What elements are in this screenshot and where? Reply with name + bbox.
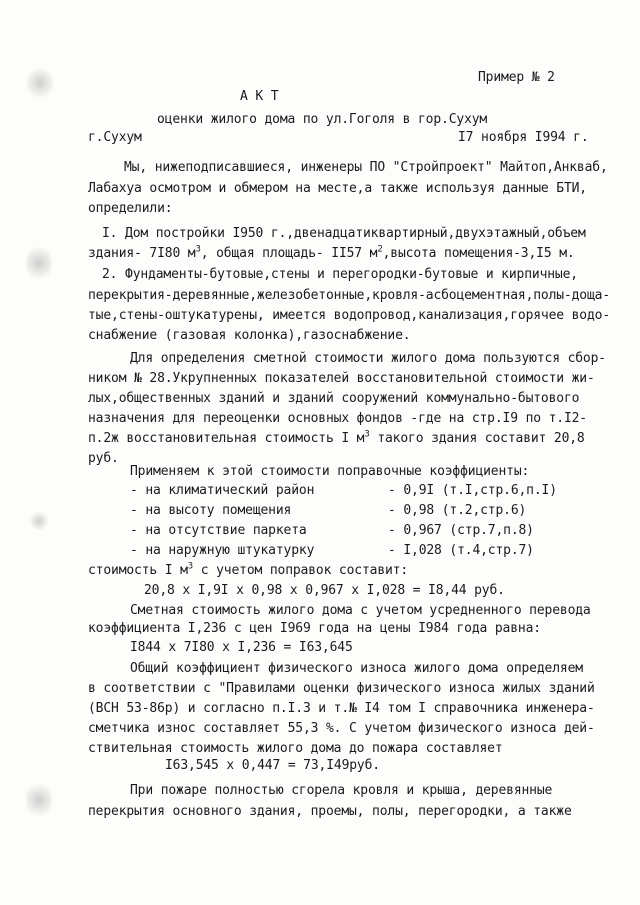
superscript: 3 xyxy=(187,561,194,572)
text-span: с учетом поправок составит: xyxy=(193,563,409,578)
text-line: тые,стены-оштукатурены, имеется водопровод,канализация,горячее водо- xyxy=(88,308,611,323)
superscript: 3 xyxy=(195,244,201,255)
formula-line: I844 х 7I80 х I,236 = I63,645 xyxy=(130,640,353,655)
coef-value: - 0,967 (стр.7,п.8) xyxy=(388,523,534,538)
place: г.Сухум xyxy=(88,130,142,145)
text-line: руб. xyxy=(88,451,119,466)
example-label: Пример № 2 xyxy=(478,70,555,85)
scan-smudge-4 xyxy=(26,780,52,820)
formula-line: I63,545 х 0,447 = 73,I49руб. xyxy=(165,758,380,773)
coef-name: - на высоту помещения xyxy=(130,503,292,518)
text-line: Для определения сметной стоимости жилого дома пользуются сбор- xyxy=(130,351,606,366)
text-span: здания- 7I80 м xyxy=(88,246,196,261)
text-line xyxy=(88,246,575,262)
text-line: в соответствии с "Правилами оценки физического износа жилых зданий xyxy=(88,681,595,696)
scan-smudge-3 xyxy=(28,512,50,530)
text-line: Применяем к этой стоимости поправочные коэффициенты: xyxy=(130,464,530,479)
coef-name: - на климатический район xyxy=(130,483,315,498)
text-span: п.2ж восстановительная стоимость I м xyxy=(88,431,365,446)
text-line: Лабахуа осмотром и обмером на месте,а также используя данные БТИ, xyxy=(88,181,587,196)
text-line: Мы, нижеподписавшиеся, инженеры ПО "Стройпроект" Майтоп,Анкваб, xyxy=(124,160,608,175)
text-line: При пожаре полностью сгорела кровля и крыша, деревянные xyxy=(130,783,553,798)
text-line: коэффициента I,236 с цен I969 года на цены I984 года равна: xyxy=(88,621,541,636)
formula-line: 20,8 х I,9I х 0,98 х 0,967 х I,028 = I8,44 руб. xyxy=(144,583,505,598)
text-line: Общий коэффициент физического износа жилого дома определяем xyxy=(130,661,583,676)
text-span: стоимость I м xyxy=(88,563,188,578)
text-line: сметчика износ составляет 55,3 %. С учетом физического износа дей- xyxy=(88,721,595,736)
text-line: назначения для переоценки основных фондов -где на стр.I9 по т.I2- xyxy=(88,411,587,426)
superscript: 3 xyxy=(364,429,370,440)
text-line: лых,общественных зданий и зданий сооружений коммунально-бытового xyxy=(88,391,580,406)
text-line: ником № 28.Укрупненных показателей восстановительной стоимости жи- xyxy=(88,371,595,386)
text-span: ,высота помещения-3,I5 м. xyxy=(382,246,575,261)
text-line: 2. Фундаменты-бутовые,стены и перегородки-бутовые и кирпичные, xyxy=(102,267,578,282)
text-line: снабжение (газовая колонка),газоснабжение. xyxy=(88,328,411,343)
text-span: , общая площадь- II57 м xyxy=(200,246,378,261)
coef-name: - на наружную штукатурку xyxy=(130,543,315,558)
coef-value: - 0,98 (т.2,стр.6) xyxy=(388,503,527,518)
text-line: ствительная стоимость жилого дома до пожара составляет xyxy=(88,741,503,756)
text-line: перекрытия-деревянные,железобетонные,кровля-асбоцементная,полы-доща- xyxy=(88,288,611,303)
text-line: I. Дом постройки I950 г.,двенадцатиквартирный,двухэтажный,объем xyxy=(102,226,586,241)
text-line xyxy=(88,563,408,579)
text-line: определили: xyxy=(88,201,173,216)
text-line xyxy=(88,431,585,447)
coef-value: - I,028 (т.4,стр.7) xyxy=(388,543,534,558)
document-title: А К Т xyxy=(240,89,279,104)
text-line: Сметная стоимость жилого дома с учетом усредненного перевода xyxy=(130,603,591,618)
text-span: такого здания составит 20,8 xyxy=(369,431,585,446)
scan-smudge-2 xyxy=(26,243,52,283)
scan-smudge-1 xyxy=(26,66,54,100)
date: I7 ноября I994 г. xyxy=(458,130,589,145)
superscript: 2 xyxy=(377,244,383,255)
document-subtitle: оценки жилого дома по ул.Гоголя в гор.Сухум xyxy=(157,112,488,127)
text-line: перекрытия основного здания, проемы, полы, перегородки, а также xyxy=(88,804,572,819)
coef-value: - 0,9I (т.I,стр.6,п.I) xyxy=(388,483,557,498)
coef-name: - на отсутствие паркета xyxy=(130,523,307,538)
text-line: (ВСН 53-86р) и согласно п.I.3 и т.№ I4 том I справочника инженера- xyxy=(88,701,595,716)
